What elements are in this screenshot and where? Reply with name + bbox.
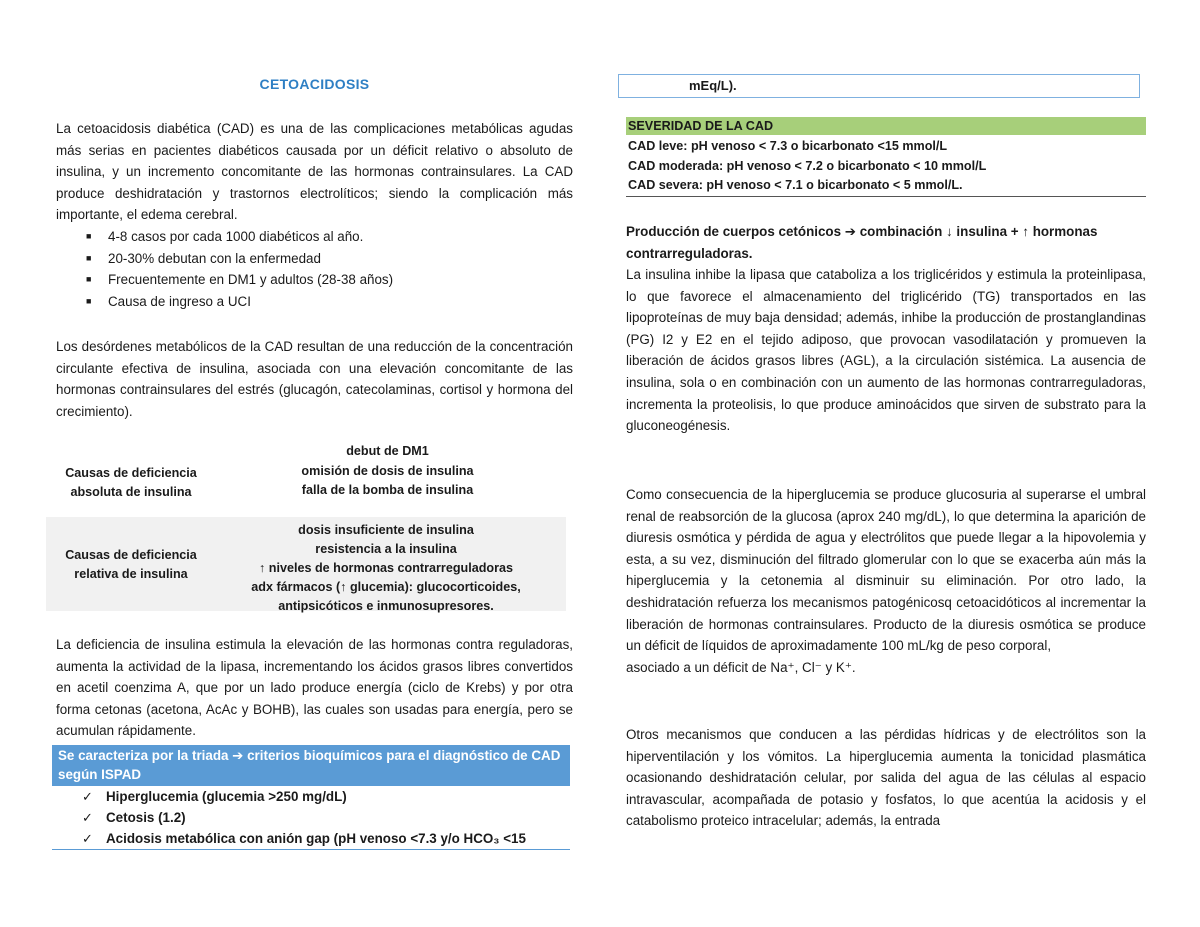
- ketone-heading: Producción de cuerpos cetónicos ➔ combinación ↓ insulina + ↑ hormonas contrarreguladoras.: [626, 224, 1098, 261]
- list-item: ✓ Acidosis metabólica con anión gap (pH venoso <7.3 y/o HCO₃ <15: [52, 828, 570, 849]
- triad-box: [52, 745, 570, 850]
- severity-heading: SEVERIDAD DE LA CAD: [626, 117, 1146, 135]
- square-bullet-icon: ■: [86, 274, 92, 285]
- list-item: ■ 4-8 casos por cada 1000 diabéticos al año.: [56, 226, 573, 248]
- checkmark-icon: ✓: [82, 789, 93, 804]
- list-item: ■ 20-30% debutan con la enfermedad: [56, 248, 573, 270]
- severity-list: [628, 137, 1146, 196]
- triad-continuation-box: mEq/L).: [618, 74, 1140, 98]
- absolute-deficiency-row: [56, 442, 573, 508]
- intro-paragraph: La cetoacidosis diabética (CAD) es una de las complicaciones metabólicas agudas más serias en pacientes diabéticos causada por un déficit relativo o absoluto de insulina, y un incremento concomitante de las hormonas contrainsulares. La CAD produce deshidratación y trastornos electrolíticos; siendo la complicación más importante, el edema cerebral.: [56, 121, 573, 223]
- severity-moderate: CAD moderada: pH venoso < 7.2 o bicarbonato < 10 mmol/L: [628, 158, 987, 173]
- triad-criteria-list: [52, 786, 570, 849]
- severity-divider: [626, 196, 1146, 197]
- square-bullet-icon: ■: [86, 231, 92, 241]
- absolute-deficiency-causes: debut de DM1 omisión de dosis de insulina falla de la bomba de insulina: [301, 444, 474, 497]
- severity-severe: CAD severa: pH venoso < 7.1 o bicarbonato < 5 mmol/L.: [628, 178, 963, 192]
- page-title: CETOACIDOSIS: [259, 76, 370, 92]
- list-item: ■ Frecuentemente en DM1 y adultos (28-38 años): [56, 269, 573, 291]
- epidemiology-list: [56, 226, 573, 312]
- electrolyte-deficit-line: asociado a un déficit de Na⁺, Cl⁻ y K⁺.: [626, 659, 856, 675]
- relative-deficiency-row: [46, 517, 566, 611]
- list-item: ✓ Hiperglucemia (glucemia >250 mg/dL): [52, 786, 570, 807]
- checkmark-icon: ✓: [82, 831, 93, 846]
- other-mechanisms-paragraph: Otros mecanismos que conducen a las pérdidas hídricas y de electrólitos son la hiperventilación y los vómitos. La hiperglucemia aumenta la tonicidad plasmática ocasionando deshidratación celular, por salida del agua de las células al espacio intravascular, acompañada de potasio y fosfatos, lo que acentúa la acidosis y el catabolismo proteico intracelular; además, la entrada: [626, 727, 1146, 829]
- disorders-paragraph: Los desórdenes metabólicos de la CAD resultan de una reducción de la concentración circulante efectiva de insulina, asociada con una elevación concomitante de las hormonas contrainsulares del estrés (glucagón, catecolaminas, cortisol y hormona del crecimiento).: [56, 339, 573, 419]
- triad-divider: [52, 849, 570, 850]
- deficiency-paragraph: La deficiencia de insulina estimula la elevación de las hormonas contra reguladoras, aumenta la actividad de la lipasa, incrementando los ácidos grasos libres convertidos en acetil coenzima A, que por un lado produce energía (ciclo de Krebs) y por otra forma cetonas (acetona, AcAc y BOHB), las cuales son usadas para energía, pero se acumulan rápidamente.: [56, 637, 573, 739]
- checkmark-icon: ✓: [82, 810, 93, 825]
- relative-deficiency-label: Causas de deficiencia relativa de insulina: [65, 548, 197, 581]
- list-item: ✓ Cetosis (1.2): [52, 807, 570, 828]
- square-bullet-icon: ■: [86, 252, 92, 263]
- list-item: ■ Causa de ingreso a UCI: [56, 291, 573, 313]
- square-bullet-icon: ■: [86, 295, 92, 306]
- absolute-deficiency-label: Causas de deficiencia absoluta de insulina: [65, 466, 197, 499]
- hyperglycemia-paragraph: Como consecuencia de la hiperglucemia se produce glucosuria al superarse el umbral renal de reabsorción de la glucosa (aprox 240 mg/dL), lo que determina la aparición de diuresis osmótica y pérdida de agua y electrólitos que puede llegar a la hipovolemia y esta, a su vez, disminución del filtrado glomerular con lo que se exacerba aún más la hiperglucemia y la cetonemia al disminuir su eliminación. Por otro lado, la deshidratación refuerza los mecanismos patogénicosq cetoacidóticos al incrementar la liberación de hormonas contrainsulares. Producto de la diuresis osmótica se produce un déficit de líquidos de aproximadamente 100 mL/kg de peso corporal, asociado a un déficit de Na⁺, Cl⁻ y K⁺.: [626, 484, 1146, 678]
- ketone-paragraph: La insulina inhibe la lipasa que cataboliza a los triglicéridos y estimula la proteinlipasa, lo que favorece el almacenamiento del triglicérido (TG) transportados en las lipoproteínas de muy baja densidad; además, inhibe la producción de prostanglandinas (PG) I2 y E2 en el tejido adiposo, que provocan vasodilatación y promueven la liberación de ácidos grasos libres (AGL), a la circulación sistémica. La ausencia de insulina, sola o en combinación con un aumento de las hormonas contrarreguladoras, incrementa la proteolisis, lo que produce aminoácidos que sirven de substrato para la gluconeogénesis.: [626, 267, 1146, 434]
- severity-mild: CAD leve: pH venoso < 7.3 o bicarbonato <15 mmol/L: [628, 139, 948, 153]
- relative-deficiency-causes: dosis insuficiente de insulina resistencia a la insulina ↑ niveles de hormonas contrarreguladoras adx fármacos (↑ glucemia): glucocorticoides, antipsicóticos e inmunosupresores.: [251, 523, 521, 613]
- triad-heading: Se caracteriza por la triada ➔ criterios bioquímicos para el diagnóstico de CAD según ISPAD: [52, 745, 570, 786]
